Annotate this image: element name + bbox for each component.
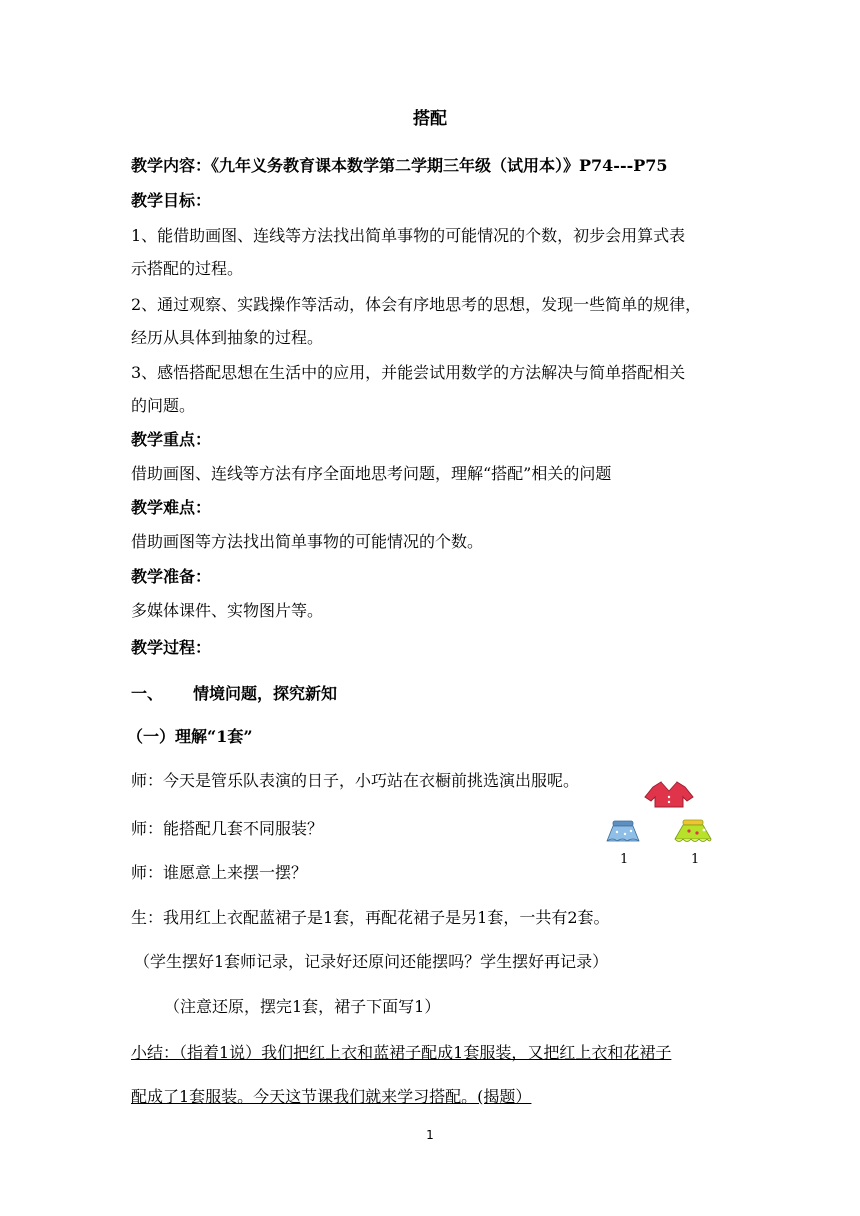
goal-2-line-b: 经历从具体到抽象的过程。	[131, 328, 324, 347]
goal-1-line-b: 示搭配的过程。	[131, 259, 244, 278]
section-1-number: 一、	[131, 684, 164, 703]
page-number: 1	[426, 1128, 434, 1142]
section-1-title: 情境问题，探究新知	[193, 684, 338, 703]
goal-3-line-a: 3、感悟搭配思想在生活中的应用，并能尝试用数学的方法解决与简单搭配相关	[131, 363, 686, 382]
goals-heading: 教学目标：	[131, 191, 212, 210]
difficulty-heading: 教学难点：	[131, 498, 212, 517]
flower-skirt-icon	[675, 820, 711, 842]
goal-1-line-a: 1、能借助画图、连线等方法找出简单事物的可能情况的个数，初步会用算式表	[131, 226, 686, 245]
key-heading: 教学重点：	[131, 430, 212, 449]
red-top-icon	[645, 782, 693, 807]
blue-skirt-count: 1	[620, 852, 629, 867]
clothing-illustration	[605, 775, 725, 875]
teacher-line-1: 师：今天是管乐队表演的日子，小巧站在衣橱前挑选演出服呢。	[131, 771, 580, 790]
teacher-line-3: 师：谁愿意上来摆一摆？	[131, 863, 308, 882]
student-answer: 生：我用红上衣配蓝裙子是1套，再配花裙子是另1套，一共有2套。	[131, 908, 610, 927]
flower-skirt-count: 1	[691, 852, 700, 867]
key-text: 借助画图、连线等方法有序全面地思考问题，理解“搭配”相关的问题	[131, 464, 612, 483]
summary-line-b-text: 配成了1套服装。今天这节课我们就来学习搭配。(揭题）	[131, 1087, 532, 1106]
process-heading: 教学过程：	[131, 638, 212, 657]
goal-3-line-b: 的问题。	[131, 396, 196, 415]
teaching-content: 教学内容：《九年义务教育课本数学第二学期三年级（试用本）》P74---P75	[131, 156, 668, 175]
note-2: （注意还原，摆完1套，裙子下面写1）	[164, 997, 441, 1016]
summary-line-b	[131, 1086, 741, 1108]
summary-line-a: 小结：（指着1说）我们把红上衣和蓝裙子配成1套服装，又把红上衣和花裙子	[131, 1043, 672, 1062]
teacher-line-2: 师：能搭配几套不同服装？	[131, 819, 324, 838]
goal-2-line-a: 2、通过观察、实践操作等活动，体会有序地思考的思想，发现一些简单的规律，	[131, 295, 702, 314]
section-1-heading	[131, 683, 741, 705]
prep-text: 多媒体课件、实物图片等。	[131, 601, 324, 620]
prep-heading: 教学准备：	[131, 567, 212, 586]
note-1: （学生摆好1套师记录，记录好还原问还能摆吗？学生摆好再记录）	[134, 952, 609, 971]
document-title: 搭配	[413, 109, 447, 129]
blue-skirt-icon	[607, 821, 639, 841]
difficulty-text: 借助画图等方法找出简单事物的可能情况的个数。	[131, 532, 484, 551]
subsection-1-heading: （一）理解“1套”	[127, 727, 253, 746]
